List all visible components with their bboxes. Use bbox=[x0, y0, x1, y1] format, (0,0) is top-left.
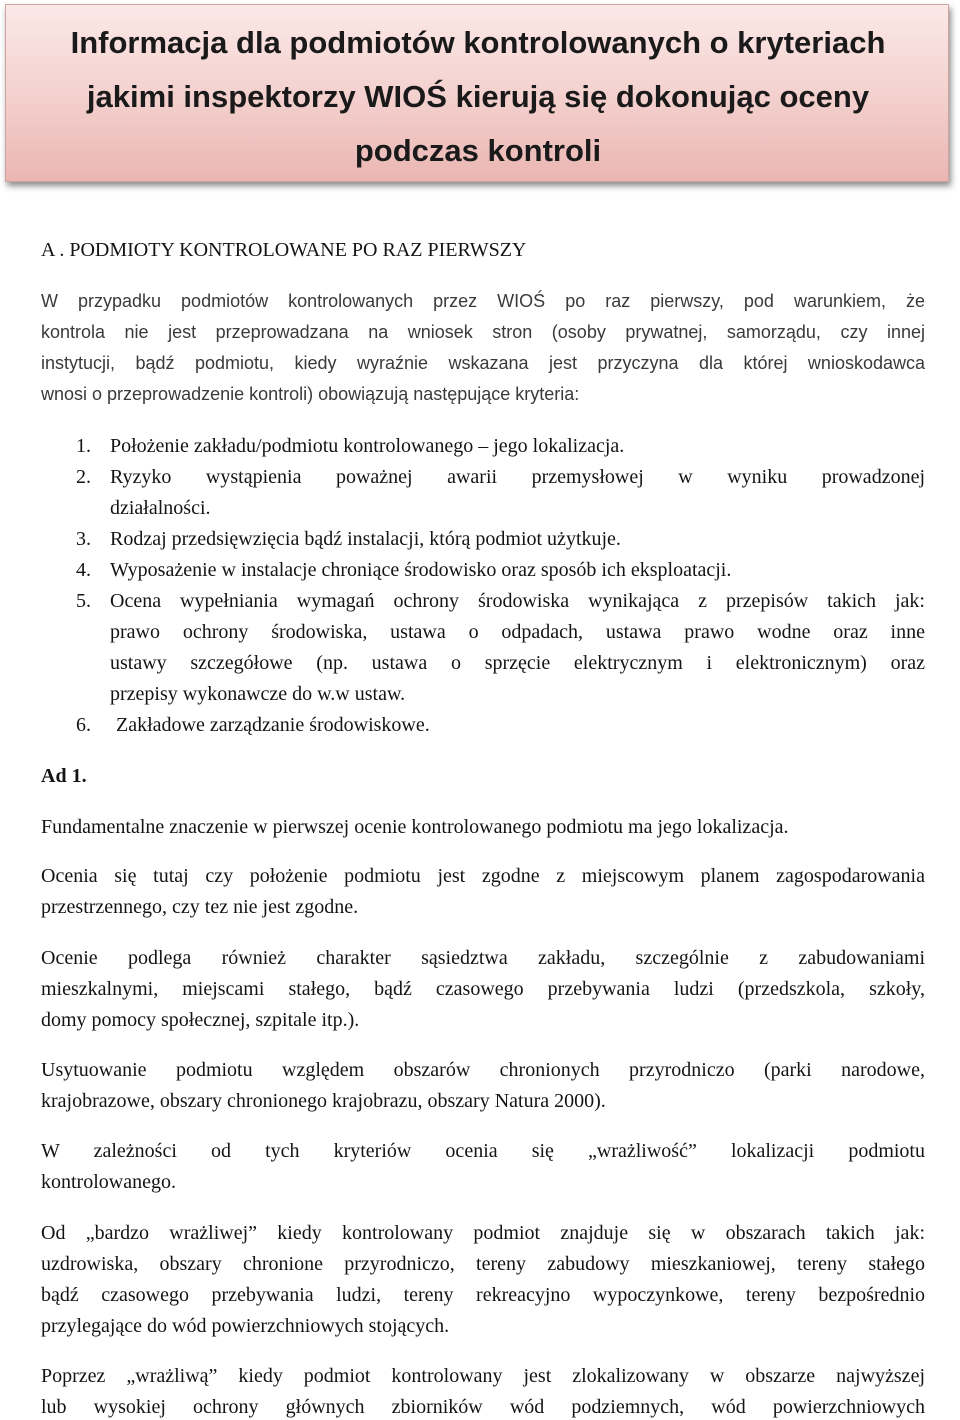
paragraph-line: domy pomocy społecznej, szpitale itp.). bbox=[41, 1009, 360, 1031]
ad1-heading: Ad 1. bbox=[41, 765, 87, 787]
list-item-number: 1. bbox=[76, 435, 91, 457]
list-item-text: działalności. bbox=[110, 497, 211, 519]
paragraph-line: Fundamentalne znaczenie w pierwszej ocenie kontrolowanego podmiotu ma jego lokalizacja. bbox=[41, 816, 789, 838]
list-item-text: Ryzyko wystąpienia poważnej awarii przemysłowej w wyniku prowadzonej bbox=[110, 466, 925, 488]
list-item-text: ustawy szczegółowe (np. ustawa o sprzęcie elektrycznym i elektronicznym) oraz bbox=[110, 652, 925, 674]
title-line-3: podczas kontroli bbox=[354, 133, 602, 168]
title-banner bbox=[5, 4, 949, 182]
paragraph-line: kontrolowanego. bbox=[41, 1171, 176, 1193]
paragraph-line: mieszkalnymi, miejscami stałego, bądź czasowego przebywania ludzi (przedszkola, szkoły, bbox=[41, 978, 925, 1000]
paragraph-line: Poprzez „wrażliwą” kiedy podmiot kontrolowany jest zlokalizowany w obszarze najwyższej bbox=[41, 1365, 925, 1387]
list-item-number: 3. bbox=[76, 528, 91, 550]
paragraph-line: przestrzennego, czy tez nie jest zgodne. bbox=[41, 896, 359, 918]
list-item-text: Ocena wypełniania wymagań ochrony środowiska wynikająca z przepisów takich jak: bbox=[110, 590, 925, 612]
paragraph-line: lub wysokiej ochrony głównych zbiorników wód podziemnych, wód powierzchniowych bbox=[41, 1396, 925, 1418]
paragraph-line: uzdrowiska, obszary chronione przyrodniczo, tereny zabudowy mieszkaniowej, tereny stałego bbox=[41, 1253, 925, 1275]
list-item-number: 4. bbox=[76, 559, 91, 581]
paragraph-line: Ocenie podlega również charakter sąsiedztwa zakładu, szczególnie z zabudowaniami bbox=[41, 947, 925, 969]
title-line-2: jakimi inspektorzy WIOŚ kierują się dokonując oceny bbox=[86, 79, 870, 114]
list-item-text: przepisy wykonawcze do w.w ustaw. bbox=[110, 683, 406, 705]
paragraph-line: krajobrazowe, obszary chronionego krajobrazu, obszary Natura 2000). bbox=[41, 1090, 606, 1112]
list-item-text: Zakładowe zarządzanie środowiskowe. bbox=[116, 714, 430, 736]
paragraph-line: W zależności od tych kryteriów ocenia się „wrażliwość” lokalizacji podmiotu bbox=[41, 1140, 925, 1162]
intro-line: W przypadku podmiotów kontrolowanych przez WIOŚ po raz pierwszy, pod warunkiem, że bbox=[41, 291, 925, 311]
list-item-text: Położenie zakładu/podmiotu kontrolowanego – jego lokalizacja. bbox=[110, 435, 625, 457]
list-item-number: 5. bbox=[76, 590, 91, 612]
paragraph-line: Usytuowanie podmiotu względem obszarów chronionych przyrodniczo (parki narodowe, bbox=[41, 1059, 925, 1081]
section-a-heading: A . PODMIOTY KONTROLOWANE PO RAZ PIERWSZY bbox=[41, 239, 527, 261]
list-item-text: prawo ochrony środowiska, ustawa o odpadach, ustawa prawo wodne oraz inne bbox=[110, 621, 925, 643]
list-item-text: Rodzaj przedsięwzięcia bądź instalacji, którą podmiot użytkuje. bbox=[110, 528, 621, 550]
intro-line: kontrola nie jest przeprowadzana na wniosek stron (osoby prywatnej, samorządu, czy innej bbox=[41, 322, 925, 342]
intro-line: wnosi o przeprowadzenie kontroli) obowiązują następujące kryteria: bbox=[41, 384, 580, 404]
list-item-number: 2. bbox=[76, 466, 91, 488]
intro-line: instytucji, bądź podmiotu, kiedy wyraźnie wskazana jest przyczyna dla której wnioskodawca bbox=[41, 353, 925, 373]
paragraph-line: bądź czasowego przebywania ludzi, tereny rekreacyjno wypoczynkowe, tereny bezpośrednio bbox=[41, 1284, 925, 1306]
paragraph-line: przylegające do wód powierzchniowych stojących. bbox=[41, 1315, 450, 1337]
paragraph-line: Ocenia się tutaj czy położenie podmiotu jest zgodne z miejscowym planem zagospodarowania bbox=[41, 865, 925, 887]
list-item-number: 6. bbox=[76, 714, 91, 736]
list-item-text: Wyposażenie w instalacje chroniące środowisko oraz sposób ich eksploatacji. bbox=[110, 559, 732, 581]
title-line-1: Informacja dla podmiotów kontrolowanych o kryteriach bbox=[70, 25, 886, 60]
paragraph-line: Od „bardzo wrażliwej” kiedy kontrolowany podmiot znajduje się w obszarach takich jak: bbox=[41, 1222, 925, 1244]
